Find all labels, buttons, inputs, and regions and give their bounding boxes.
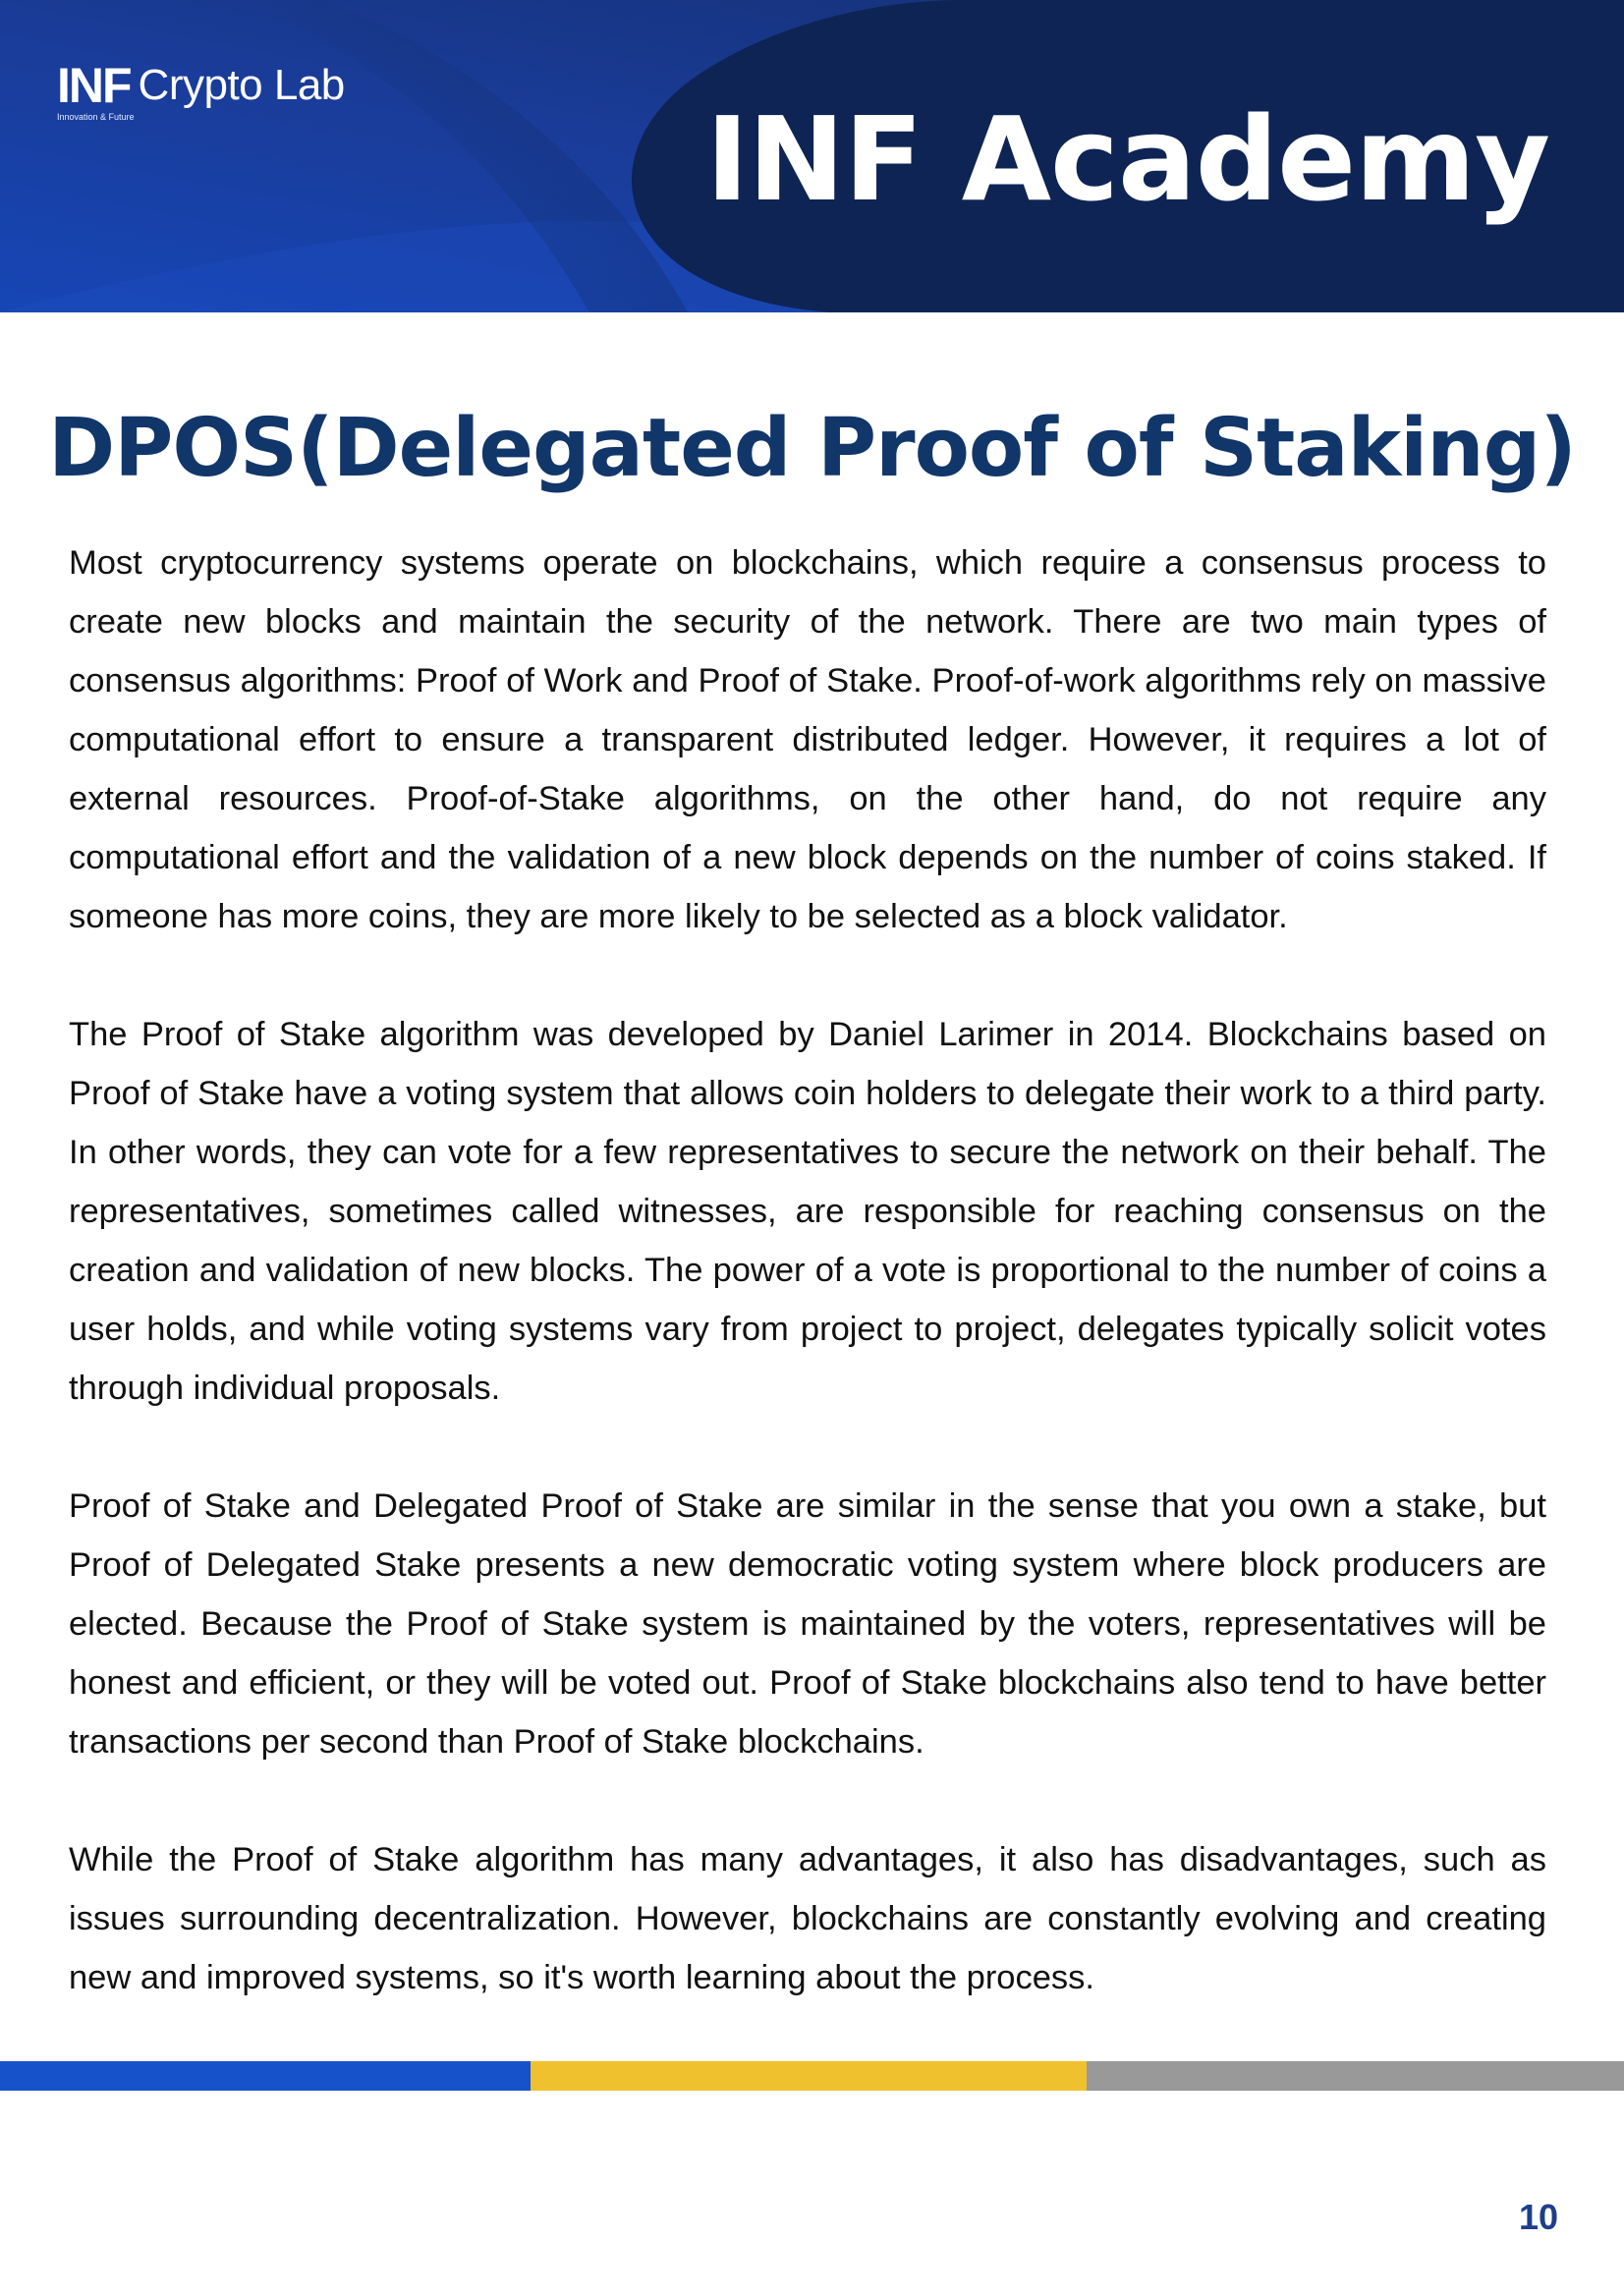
paragraph: Proof of Stake and Delegated Proof of Stake are similar in the sense that you own a stake, but Proof of Delegated Stake presents a new democratic voting system where block producers are elected. Because the Proof of Stake system is maintained by the voters, representatives will be honest and efficient, or they will be voted out. Proof of Stake blockchains also tend to have better transactions per second than Proof of Stake blockchains.: [69, 1487, 1546, 1761]
paragraph: While the Proof of Stake algorithm has many advantages, it also has disadvantages, such as issues surrounding decentralization. However, blockchains are constantly evolving and creating new and improved systems, so it's worth learning about the process.: [69, 1841, 1546, 1996]
footer-bar-blue: [0, 2061, 531, 2091]
academy-title: INF Academy: [705, 91, 1549, 227]
article-body: [69, 533, 1546, 2007]
paragraph: Most cryptocurrency systems operate on blockchains, which require a consensus process to create new blocks and maintain the security of the network. There are two main types of consensus algorithms: Proof of Work and Proof of Stake. Proof-of-work algorithms rely on massive computational effort to ensure a transparent distributed ledger. However, it requires a lot of external resources. Proof-of-Stake algorithms, on the other hand, do not require any computational effort and the validation of a new block depends on the number of coins staked. If someone has more coins, they are more likely to be selected as a block validator.: [69, 544, 1546, 935]
footer-color-bar: [0, 2061, 1624, 2091]
inf-crypto-lab-logo: [57, 58, 345, 122]
logo-tagline: Innovation & Future: [57, 112, 135, 122]
logo-name: Crypto Lab: [138, 61, 345, 109]
footer-bar-gray: [1087, 2061, 1624, 2091]
paragraph: The Proof of Stake algorithm was developed by Daniel Larimer in 2014. Blockchains based on Proof of Stake have a voting system that allows coin holders to delegate their work to a third party. In other words, they can vote for a few representatives to secure the network on their behalf. The representatives, sometimes called witnesses, are responsible for reaching consensus on the creation and validation of new blocks. The power of a vote is proportional to the number of coins a user holds, and while voting systems vary from project to project, delegates typically solicit votes through individual proposals.: [69, 1016, 1546, 1407]
page-title: DPOS(Delegated Proof of Staking): [48, 402, 1576, 495]
footer-bar-yellow: [531, 2061, 1087, 2091]
header-banner: [0, 0, 1624, 312]
page-number: 10: [1518, 2197, 1558, 2237]
logo-mark: INF: [57, 58, 131, 113]
